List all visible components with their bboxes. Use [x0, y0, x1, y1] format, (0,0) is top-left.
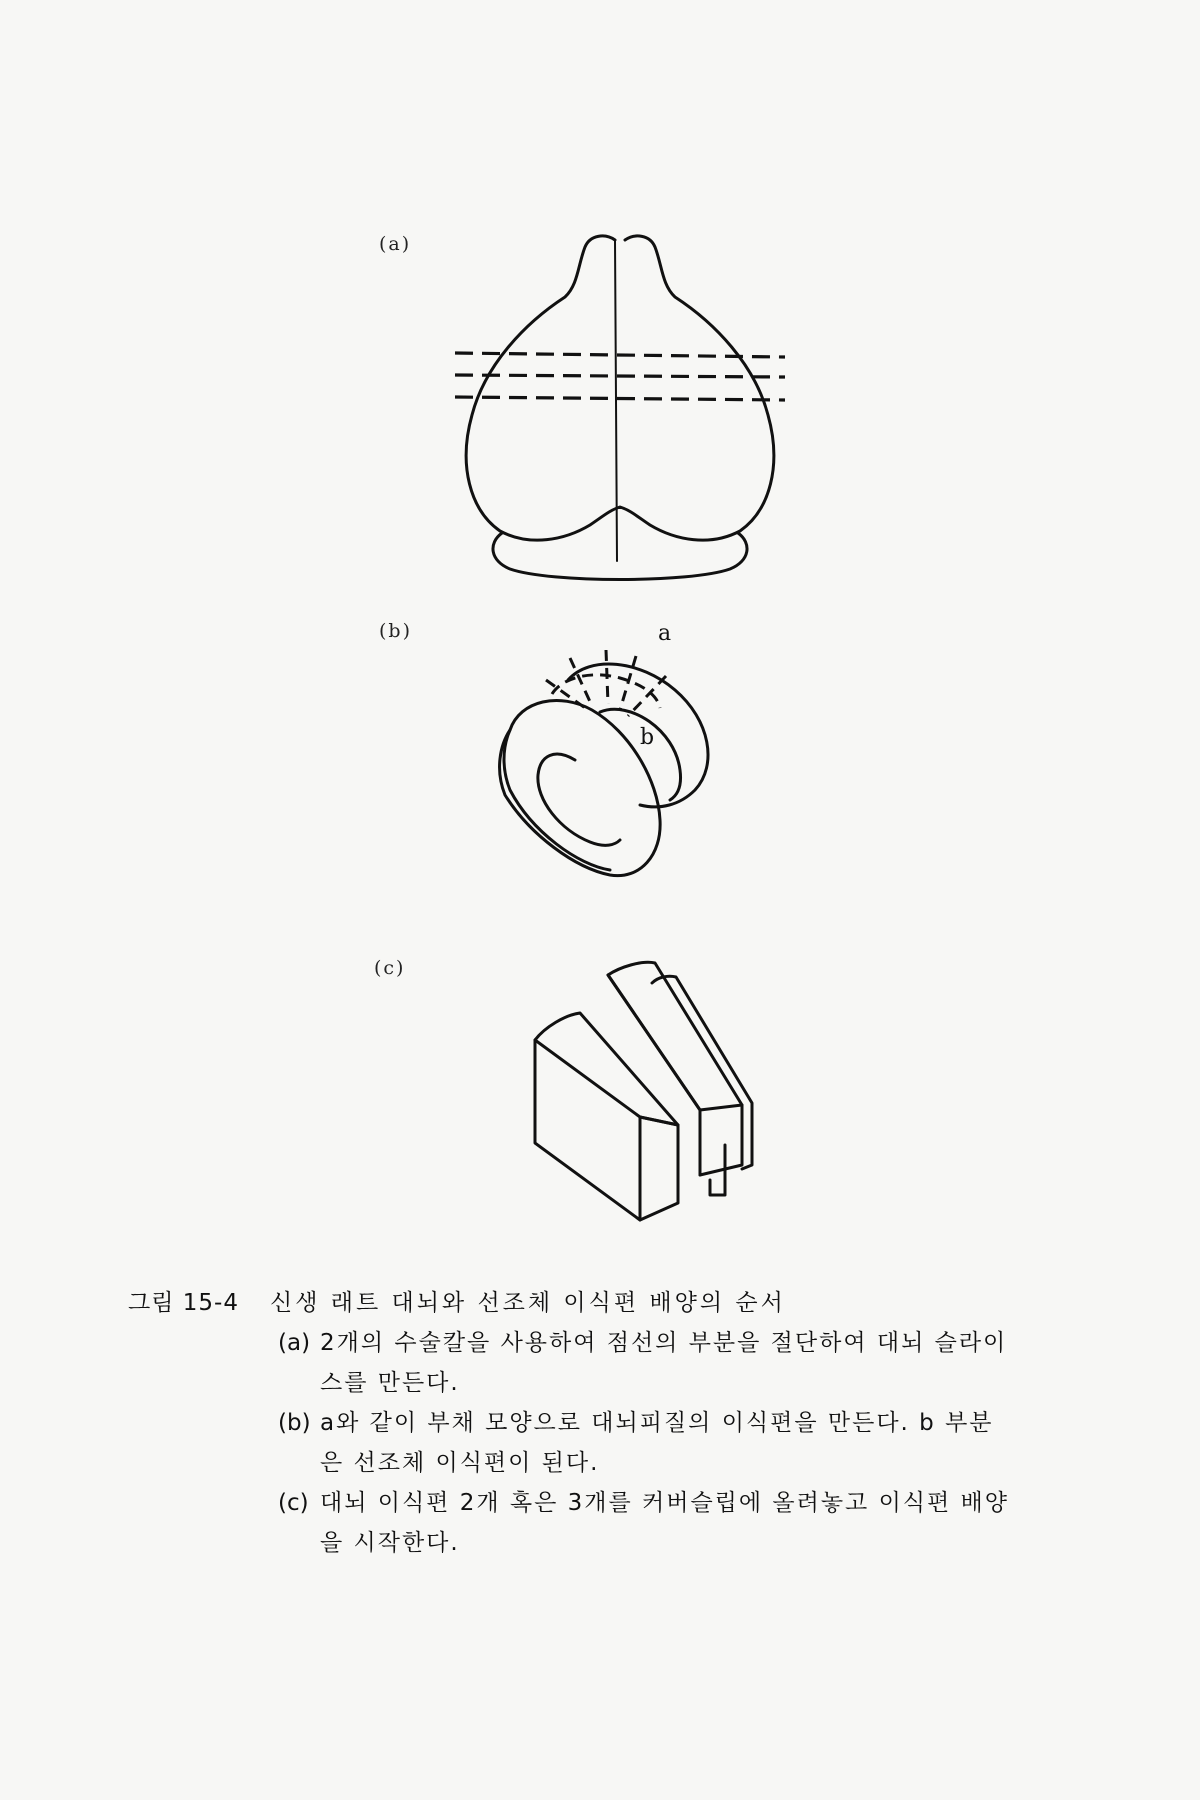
- cut-line-3: [455, 397, 785, 400]
- left-block-side: [640, 1117, 678, 1220]
- caption-item-text: 대뇌 이식편 2개 혹은 3개를 커버슬립에 올려놓고 이식편 배양을 시작한다.: [320, 1490, 1009, 1556]
- fan-cut-2: [570, 658, 592, 706]
- brain-hemisphere-outline: [466, 236, 774, 540]
- panel-a-label: (a): [379, 233, 412, 255]
- caption-title: 신생 래트 대뇌와 선조체 이식편 배양의 순서: [270, 1290, 786, 1316]
- brain-slice-diagram: [480, 620, 740, 900]
- caption-item-c: [278, 1483, 1028, 1563]
- caption-item-a: [278, 1323, 1028, 1403]
- caption-item-b: [278, 1403, 1028, 1483]
- middle-block-top: [608, 962, 742, 1110]
- explant-blocks-diagram: [530, 955, 770, 1255]
- fan-cut-3: [606, 650, 608, 704]
- fan-cut-5: [628, 676, 666, 716]
- middle-block-side: [700, 1105, 742, 1175]
- back-block: [652, 976, 752, 1169]
- caption-item-mark: (a): [278, 1330, 311, 1356]
- panel-b-label: (b): [379, 620, 412, 642]
- figure-caption: [128, 1283, 1028, 1563]
- caption-heading: [128, 1283, 1028, 1323]
- panel-c-label: (c): [374, 957, 406, 979]
- marker-b: b: [640, 725, 655, 750]
- caption-item-text: 2개의 수술칼을 사용하여 점선의 부분을 절단하여 대뇌 슬라이스를 만든다.: [320, 1330, 1008, 1396]
- middle-block-front: [608, 975, 700, 1175]
- marker-a: a: [658, 621, 672, 646]
- left-block-front: [535, 1040, 640, 1220]
- left-block-top: [535, 1013, 678, 1125]
- caption-item-text: a와 같이 부채 모양으로 대뇌피질의 이식편을 만든다. b 부분은 선조체 이식편이 된다.: [320, 1410, 994, 1476]
- brain-midline: [615, 240, 617, 561]
- cut-line-2: [455, 375, 785, 377]
- fan-cut-arc: [552, 675, 660, 708]
- caption-figure-number: 그림 15-4: [128, 1290, 239, 1316]
- caption-item-mark: (c): [278, 1490, 309, 1516]
- front-slice-outline: [500, 700, 661, 875]
- front-slice-inner-c: [538, 754, 620, 845]
- brain-top-view-diagram: [440, 225, 800, 585]
- caption-item-mark: (b): [278, 1410, 311, 1436]
